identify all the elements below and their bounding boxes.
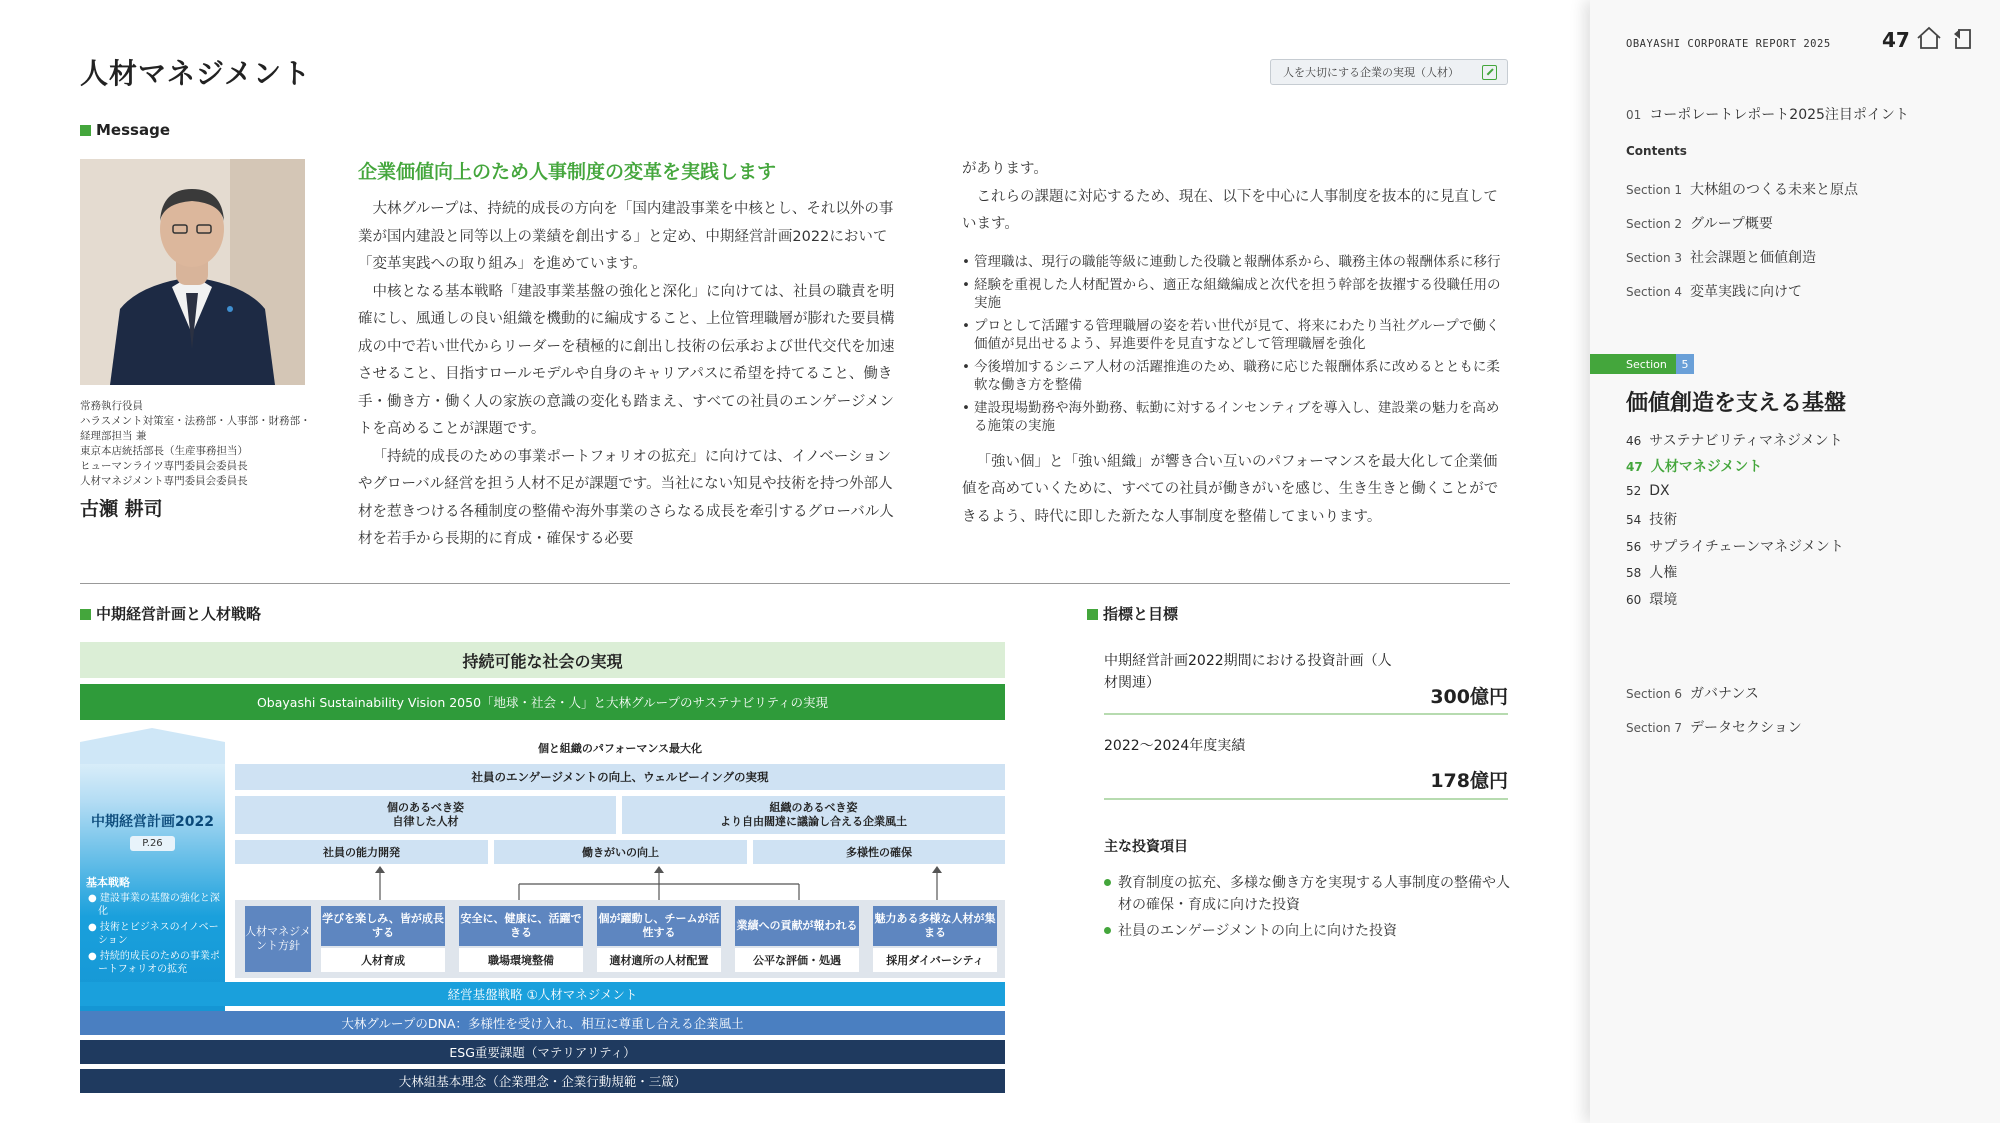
nav-sub-52[interactable]: 52 DX <box>1626 483 1670 499</box>
kpi-heading: 指標と目標 <box>1087 603 1178 624</box>
green-square-icon <box>1087 609 1098 620</box>
nav-sub-58[interactable]: 58 人権 <box>1626 565 1678 581</box>
nav-section-6[interactable]: Section 6 ガバナンス <box>1626 686 1759 702</box>
page-number: 47 <box>1882 28 1910 52</box>
pillar-bottom: 職場環境整備 <box>459 948 583 972</box>
items-heading: 主な投資項目 <box>1104 839 1188 855</box>
green-square-icon <box>80 609 91 620</box>
back-icon[interactable] <box>1952 26 1974 50</box>
base-strategy-bar: 経営基盤戦略 ①人材マネジメント <box>80 982 1005 1006</box>
pillar-bottom: 人材育成 <box>321 948 445 972</box>
plan-ref-link[interactable]: P.26 <box>130 836 175 851</box>
list-item: • 建設現場勤務や海外勤務、転勤に対するインセンティブを導入し、建設業の魅力を高める施策の実施 <box>962 399 1510 435</box>
strategy-heading: 中期経営計画と人材戦略 <box>80 603 261 624</box>
nav-sub-54[interactable]: 54 技術 <box>1626 512 1678 528</box>
ideal-individual-box: 個のあるべき姿 自律した人材 <box>235 796 616 834</box>
ideal-organization-box: 組織のあるべき姿 より自由闊達に議論し合える企業風土 <box>622 796 1005 834</box>
nav-sub-60[interactable]: 60 環境 <box>1626 592 1678 608</box>
list-item: 教育制度の拡充、多様な働き方を実現する人事制度の整備や人材の確保・育成に向けた投資 <box>1104 872 1510 916</box>
plan-basic-label: 基本戦略 <box>86 876 130 889</box>
nav-sub-46[interactable]: 46 サステナビリティマネジメント <box>1626 433 1843 449</box>
external-link-icon <box>1482 65 1497 80</box>
executive-name: 古瀬 耕司 <box>80 498 163 520</box>
nav-sub-47-active[interactable]: 47 人材マネジメント <box>1626 459 1763 475</box>
related-link-tag[interactable] <box>1270 59 1508 85</box>
divider <box>1104 713 1508 715</box>
column-band <box>80 764 225 800</box>
esg-bar: ESG重要課題（マテリアリティ） <box>80 1040 1005 1064</box>
green-square-icon <box>80 125 91 136</box>
philosophy-bar: 大林組基本理念（企業理念・企業行動規範・三箴） <box>80 1069 1005 1093</box>
nav-section-1[interactable]: Section 1 大林組のつくる未来と原点 <box>1626 182 1859 198</box>
investment-items <box>1104 872 1510 946</box>
page-title: 人材マネジメント <box>80 57 312 90</box>
active-section-badge: Section <box>1590 354 1686 374</box>
related-link-label: 人を大切にする企業の実現（人材） <box>1283 66 1459 79</box>
plan-items: ● 建設事業の基盤の強化と深化 ● 技術とビジネスのイノベーション ● 持続的成長のための事業ポートフォリオの拡充 <box>88 893 220 975</box>
active-section-number: 5 <box>1676 354 1694 374</box>
nav-section-3[interactable]: Section 3 社会課題と価値創造 <box>1626 250 1817 266</box>
home-icon[interactable] <box>1916 26 1942 50</box>
pillar-top: 業績への貢献が報われる <box>735 906 859 946</box>
roof-shape <box>80 728 225 764</box>
nav-section-4[interactable]: Section 4 変革実践に向けて <box>1626 284 1803 300</box>
executive-photo <box>80 159 305 385</box>
policy-label: 人材マネジメント方針 <box>245 906 311 972</box>
pillar-bottom: 適材適所の人材配置 <box>597 948 721 972</box>
nav-point[interactable]: 01 コーポレートレポート2025注目ポイント <box>1626 107 1909 123</box>
list-item: • 管理職は、現行の職能等級に連動した役職と報酬体系から、職務主体の報酬体系に移行 <box>962 253 1510 271</box>
divider <box>80 583 1510 584</box>
pillar-bottom: 公平な評価・処遇 <box>735 948 859 972</box>
message-body-col2: があります。 これらの課題に対応するため、現在、以下を中心に人事制度を抜本的に見直しています。 • 管理職は、現行の職能等級に連動した役職と報酬体系から、職務主体の報酬体系に移行 • 経験を重視した人材配置から、適正な組織編成と次代を担う幹部を抜擢する役職任用の実施 • プロとして活躍する管理職層の姿を若い世代が見て、将来にわたり当社グループで働く価値が見出せるよう、昇進要件を見直すなどして管理職層を強化 • 今後増加するシニア人材の活躍推進のため、職務に応じた報酬体系に改めるとともに柔軟な働き方を整備 • 建設現場勤務や海外勤務、転勤に対するインセンティブを導入し、建設業の魅力を高める施策の実施 「強い個」と「強い組織」が響き合い互いのパフォーマンスを最大化して企業価値を高めていくために、すべての社員が働きがいを感じ、生き生きと働くことができるよう、時代に即した新たな人事制度を整備してまいります。 <box>962 156 1510 531</box>
pillar-top: 個が躍動し、チームが活性する <box>597 906 721 946</box>
list-item: 社員のエンゲージメントの向上に向けた投資 <box>1104 920 1510 942</box>
sustainable-society-bar: 持続可能な社会の実現 <box>80 642 1005 678</box>
pillar-bottom: 採用ダイバーシティ <box>873 948 997 972</box>
contents-label: Contents <box>1626 144 1687 158</box>
message-body-col1: 大林グループは、持続的成長の方向を「国内建設事業を中核とし、それ以外の事業が国内建設と同等以上の業績を創出する」と定め、中期経営計画2022において「変革実践への取り組み」を進めています。 中核となる基本戦略「建設事業基盤の強化と深化」に向けては、社員の職責を明確にし、風通しの良い組織を機動的に編成すること、上位管理職層が膨れた要員構成の中で若い世代からリーダーを積極的に創出し技術の伝承および世代交代を加速させること、目指すロールモデルや自身のキャリアパスに希望を持てること、働き手・働き方・働く人の家族の意識の変化も踏まえ、すべての社員のエンゲージメントを高めることが課題です。 「持続的成長のための事業ポートフォリオの拡充」に向けては、イノベーションやグローバル経営を担う人材不足が課題です。当社にない知見や技術を持つ外部人材を惹きつける各種制度の整備や海外事業のさらなる成長を牽引するグローバル人材を若手から長期的に育成・確保する必要 <box>358 201 895 547</box>
list-item: • 経験を重視した人材配置から、適正な組織編成と次代を担う幹部を抜擢する役職任用の実施 <box>962 276 1510 312</box>
actual-label: 2022～2024年度実績 <box>1104 738 1246 754</box>
list-item: • 今後増加するシニア人材の活躍推進のため、職務に応じた報酬体系に改めるとともに柔軟な働き方を整備 <box>962 358 1510 394</box>
nav-sub-56[interactable]: 56 サプライチェーンマネジメント <box>1626 539 1844 555</box>
active-section-title: 価値創造を支える基盤 <box>1626 391 1847 416</box>
pillar-top: 学びを楽しみ、皆が成長する <box>321 906 445 946</box>
actual-value: 178億円 <box>1430 770 1508 792</box>
investment-plan-label: 中期経営計画2022期間における投資計画（人材関連） <box>1104 653 1392 691</box>
divider <box>1104 798 1508 800</box>
plan-title: 中期経営計画2022 <box>91 814 214 830</box>
report-sidebar <box>1590 0 2000 1123</box>
goal-box: 多様性の確保 <box>753 840 1005 864</box>
nav-section-7[interactable]: Section 7 データセクション <box>1626 720 1802 736</box>
message-lead: 企業価値向上のため人事制度の変革を実践します <box>358 161 777 183</box>
list-item: • プロとして活躍する管理職層の姿を若い世代が見て、将来にわたり当社グループで働く価値が見出せるよう、昇進要件を見直すなどして管理職層を強化 <box>962 317 1510 353</box>
executive-role: 常務執行役員 ハラスメント対策室・法務部・人事部・財務部・ 経理部担当 兼 東京本店統括部長（生産事務担当） ヒューマンライツ専門委員会委員長 人材マネジメント専門委員会委員長 <box>80 400 311 487</box>
message-heading: Message <box>80 121 170 139</box>
connector-arrows <box>235 864 1005 900</box>
goal-box: 働きがいの向上 <box>494 840 747 864</box>
report-title: OBAYASHI CORPORATE REPORT 2025 <box>1626 38 1831 50</box>
pillar-top: 魅力ある多様な人材が集まる <box>873 906 997 946</box>
engagement-bar: 社員のエンゲージメントの向上、ウェルビーイングの実現 <box>235 764 1005 790</box>
sustainability-vision-bar: Obayashi Sustainability Vision 2050「地球・社会・人」と大林グループのサステナビリティの実現 <box>80 684 1005 720</box>
reform-list <box>962 253 1510 435</box>
nav-section-2[interactable]: Section 2 グループ概要 <box>1626 216 1773 232</box>
investment-plan-value: 300億円 <box>1430 686 1508 708</box>
strategy-diagram <box>80 642 1005 1092</box>
pillar-top: 安全に、健康に、活躍できる <box>459 906 583 946</box>
dna-bar: 大林グループのDNA：多様性を受け入れ、相互に尊重し合える企業風土 <box>80 1011 1005 1035</box>
goal-box: 社員の能力開発 <box>235 840 488 864</box>
performance-label: 個と組織のパフォーマンス最大化 <box>537 742 703 755</box>
